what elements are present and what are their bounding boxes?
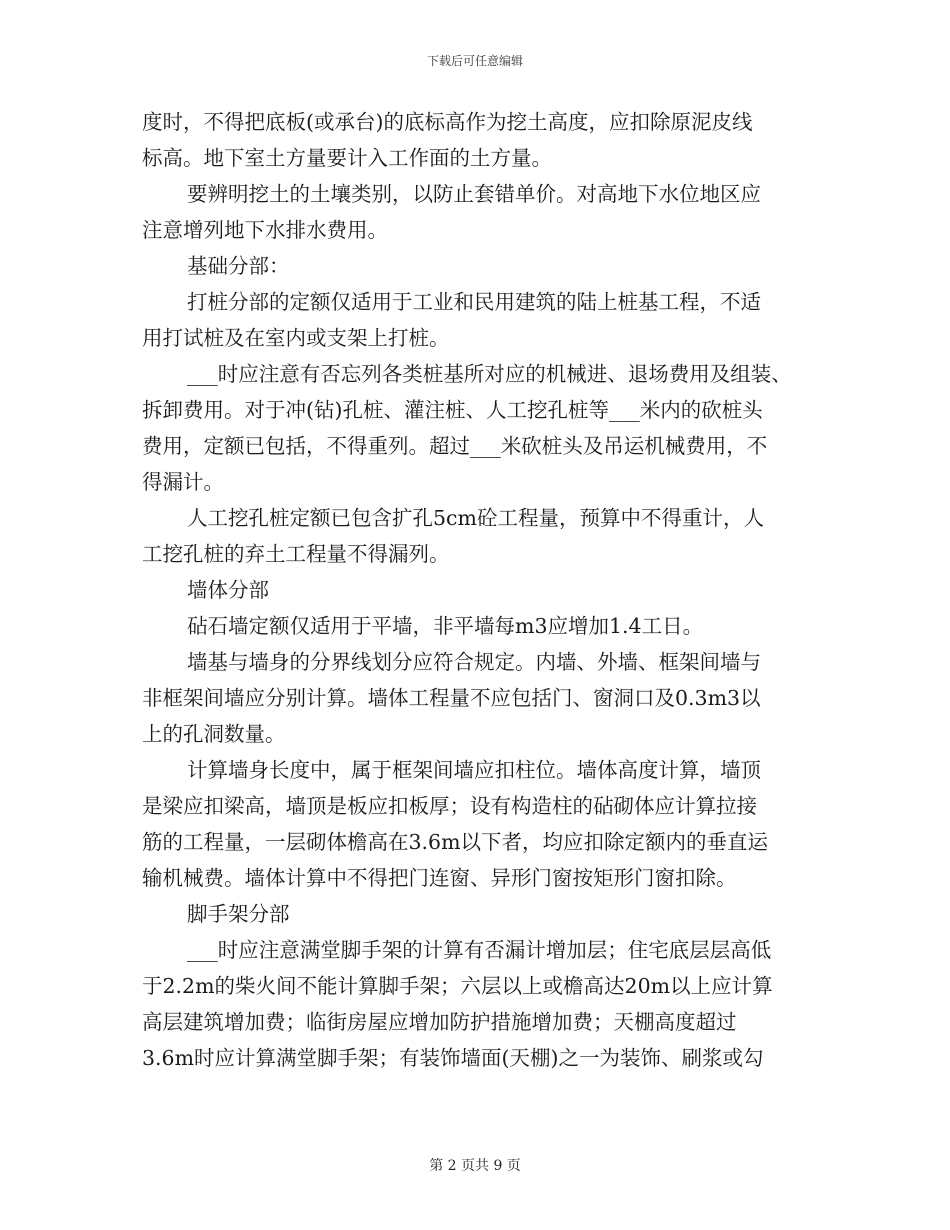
text-line: 注意增列地下水排水费用。 <box>142 218 388 242</box>
paragraph <box>142 356 822 500</box>
text-line: 脚手架分部 <box>187 902 290 926</box>
text-line: 墙基与墙身的分界线划分应符合规定。内墙、外墙、框架间墙与 <box>187 650 761 674</box>
text-line: 输机械费。墙体计算中不得把门连窗、异形门窗按矩形门窗扣除。 <box>142 866 737 890</box>
paragraph <box>142 572 822 608</box>
page-footer: 第 2 页共 9 页 <box>429 1158 521 1174</box>
paragraph <box>142 284 822 356</box>
paragraph <box>142 176 822 248</box>
paragraph <box>142 500 822 572</box>
text-line: 标高。地下室土方量要计入工作面的土方量。 <box>142 146 552 170</box>
text-line: 拆卸费用。对于冲(钻)孔桩、灌注桩、人工挖孔桩等___米内的砍桩头 <box>142 398 763 422</box>
paragraph <box>142 248 822 284</box>
text-line: ___时应注意有否忘列各类桩基所对应的机械进、退场费用及组装、 <box>187 362 792 386</box>
text-line: 非框架间墙应分别计算。墙体工程量不应包括门、窗洞口及0.3m3以 <box>142 686 761 710</box>
text-line: 计算墙身长度中，属于框架间墙应扣柱位。墙体高度计算，墙顶 <box>187 758 761 782</box>
text-line: 费用，定额已包括，不得重列。超过___米砍桩头及吊运机械费用，不 <box>142 434 768 458</box>
text-line: 用打试桩及在室内或支架上打桩。 <box>142 326 450 350</box>
paragraph <box>142 752 822 896</box>
document-body <box>142 104 822 1076</box>
text-line: 上的孔洞数量。 <box>142 722 286 746</box>
text-line: 墙体分部 <box>187 578 269 602</box>
paragraph <box>142 932 822 1076</box>
text-line: 砧石墙定额仅适用于平墙，非平墙每m3应增加1.4工日。 <box>187 614 704 638</box>
text-line: 人工挖孔桩定额已包含扩孔5cm砼工程量，预算中不得重计，人 <box>187 506 764 530</box>
text-line: 度时，不得把底板(或承台)的底标高作为挖土高度，应扣除原泥皮线 <box>142 110 753 134</box>
paragraph <box>142 608 822 644</box>
text-line: ___时应注意满堂脚手架的计算有否漏计增加层；住宅底层层高低 <box>187 938 772 962</box>
text-line: 得漏计。 <box>142 470 224 494</box>
text-line: 于2.2m的柴火间不能计算脚手架；六层以上或檐高达20m以上应计算 <box>142 974 773 998</box>
text-line: 筋的工程量，一层砌体檐高在3.6m以下者，均应扣除定额内的垂直运 <box>142 830 769 854</box>
text-line: 3.6m时应计算满堂脚手架；有装饰墙面(天棚)之一为装饰、刷浆或勾 <box>142 1046 764 1070</box>
text-line: 基础分部： <box>187 254 290 278</box>
text-line: 是梁应扣梁高，墙顶是板应扣板厚；设有构造柱的砧砌体应计算拉接 <box>142 794 757 818</box>
text-line: 打桩分部的定额仅适用于工业和民用建筑的陆上桩基工程，不适 <box>187 290 761 314</box>
text-line: 工挖孔桩的弃土工程量不得漏列。 <box>142 542 450 566</box>
text-line: 要辨明挖土的土壤类别，以防止套错单价。对高地下水位地区应 <box>187 182 761 206</box>
paragraph <box>142 896 822 932</box>
text-line: 高层建筑增加费；临街房屋应增加防护措施增加费；天棚高度超过 <box>142 1010 737 1034</box>
page-header: 下载后可任意编辑 <box>426 54 523 68</box>
paragraph <box>142 104 822 176</box>
paragraph <box>142 644 822 752</box>
